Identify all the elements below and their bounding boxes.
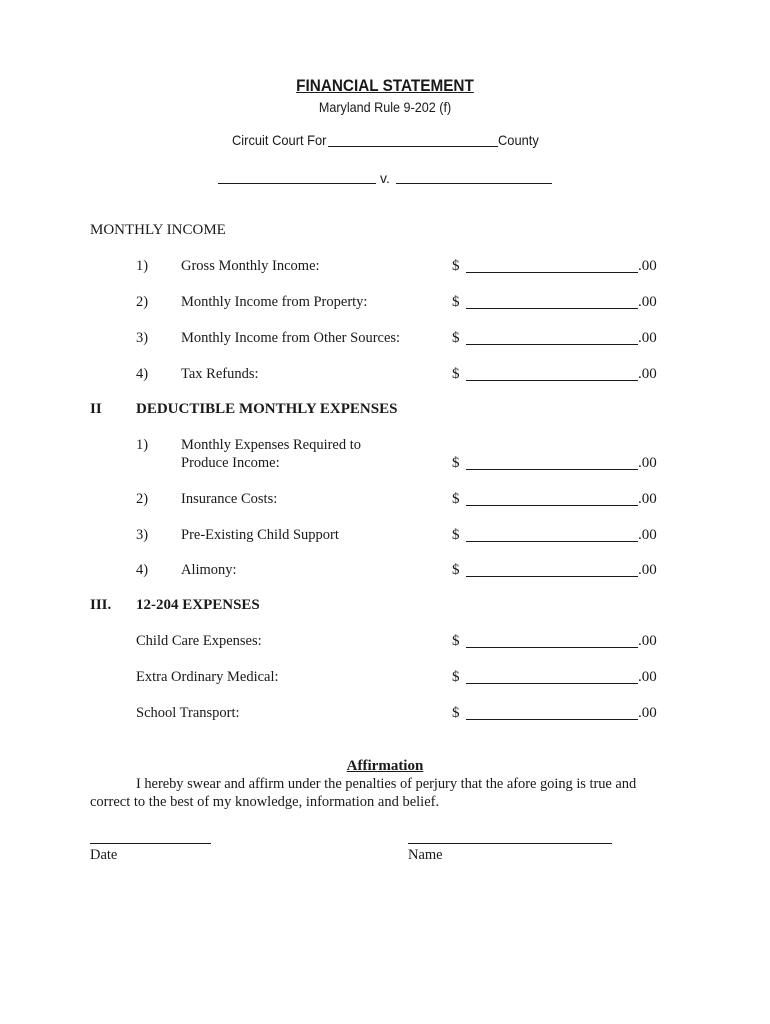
income-item-label: Monthly Income from Property: [181,294,368,310]
cents-suffix: .00 [638,294,657,310]
dollar-sign: $ [452,633,460,649]
document-subtitle: Maryland Rule 9-202 (f) [318,99,452,115]
expense-item-label: Produce Income: [181,455,280,471]
dollar-sign: $ [452,527,460,543]
dollar-sign: $ [452,366,460,382]
dollar-sign: $ [452,330,460,346]
cents-suffix: .00 [638,527,657,543]
expense-item-number: 4) [136,562,149,578]
cents-suffix: .00 [638,491,657,507]
extra-medical-field[interactable] [466,683,638,684]
dollar-sign: $ [452,258,460,274]
cents-suffix: .00 [638,705,657,721]
income-item-number: 2) [136,294,149,310]
child-support-field[interactable] [466,541,638,542]
section-numeral: III. [90,597,112,613]
12204-item-label: Extra Ordinary Medical: [136,669,279,685]
expense-item-label: Alimony: [181,562,237,578]
name-signature-field[interactable] [408,843,612,844]
cents-suffix: .00 [638,258,657,274]
county-name-field[interactable] [328,146,498,147]
income-item-label: Tax Refunds: [181,366,259,382]
affirmation-text-line1: I hereby swear and affirm under the penalties of perjury that the afore going is true and [136,776,637,792]
deductible-expenses-heading: DEDUCTIBLE MONTHLY EXPENSES [136,401,398,417]
income-item-number: 1) [136,258,149,274]
date-label: Date [90,847,118,863]
gross-monthly-income-field[interactable] [466,272,638,273]
school-transport-field[interactable] [466,719,638,720]
plaintiff-name-field[interactable] [218,183,376,184]
cents-suffix: .00 [638,562,657,578]
affirmation-text-line2: correct to the best of my knowledge, information and belief. [90,794,440,810]
income-item-label: Monthly Income from Other Sources: [181,330,401,346]
income-from-property-field[interactable] [466,308,638,309]
expense-item-label: Pre-Existing Child Support [181,527,339,543]
dollar-sign: $ [452,562,460,578]
cents-suffix: .00 [638,633,657,649]
insurance-costs-field[interactable] [466,505,638,506]
cents-suffix: .00 [638,330,657,346]
12204-item-label: Child Care Expenses: [136,633,262,649]
dollar-sign: $ [452,455,460,471]
cents-suffix: .00 [638,669,657,685]
court-suffix: County [498,132,539,148]
monthly-income-heading: MONTHLY INCOME [90,222,226,238]
defendant-name-field[interactable] [396,183,552,184]
tax-refunds-field[interactable] [466,380,638,381]
income-item-label: Gross Monthly Income: [181,258,320,274]
section-numeral: II [90,401,102,417]
affirmation-heading: Affirmation [346,758,424,774]
dollar-sign: $ [452,705,460,721]
dollar-sign: $ [452,294,460,310]
12204-expenses-heading: 12-204 EXPENSES [136,597,260,613]
cents-suffix: .00 [638,455,657,471]
expense-item-number: 3) [136,527,149,543]
income-item-number: 4) [136,366,149,382]
date-field[interactable] [90,843,211,844]
dollar-sign: $ [452,669,460,685]
document-title: FINANCIAL STATEMENT [296,76,474,95]
dollar-sign: $ [452,491,460,507]
expense-item-number: 2) [136,491,149,507]
name-label: Name [408,847,443,863]
versus-label: v. [380,170,390,186]
expense-item-label: Monthly Expenses Required to [181,437,362,453]
12204-item-label: School Transport: [136,705,240,721]
alimony-field[interactable] [466,576,638,577]
income-item-number: 3) [136,330,149,346]
child-care-field[interactable] [466,647,638,648]
expenses-produce-income-field[interactable] [466,469,638,470]
court-prefix: Circuit Court For [232,132,327,148]
expense-item-number: 1) [136,437,149,453]
expense-item-label: Insurance Costs: [181,491,278,507]
income-other-sources-field[interactable] [466,344,638,345]
cents-suffix: .00 [638,366,657,382]
